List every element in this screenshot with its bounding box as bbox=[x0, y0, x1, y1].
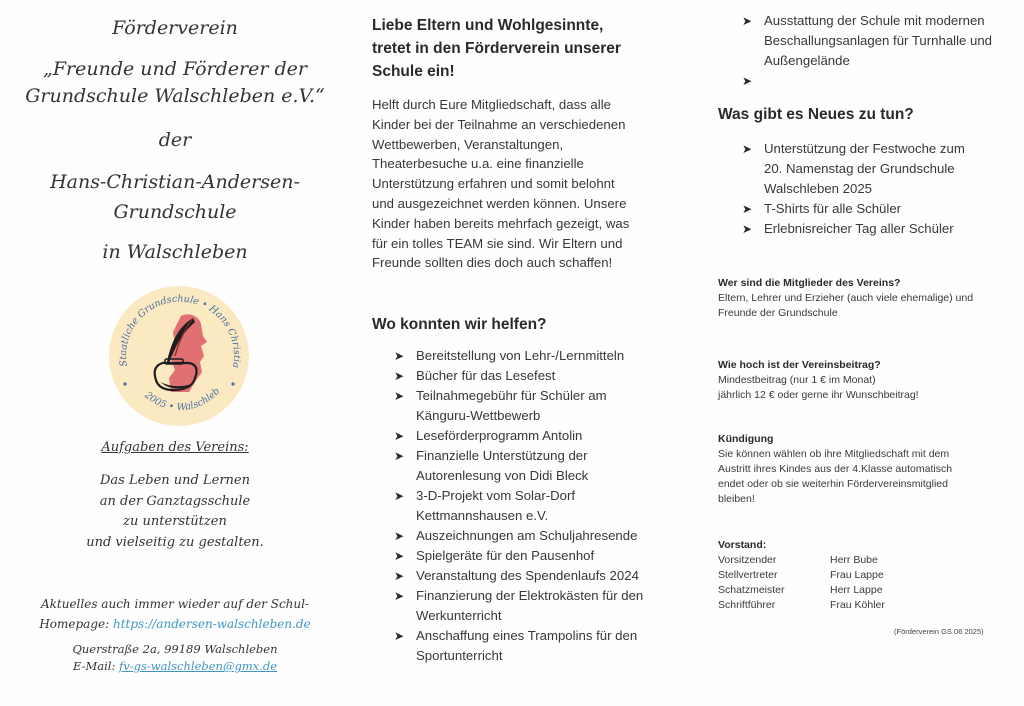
list-item-text: Veranstaltung des Spendenlaufs 2024 bbox=[416, 568, 639, 583]
list-item bbox=[742, 71, 1024, 91]
list-item bbox=[394, 426, 694, 446]
body-line: Wettbewerben, Veranstaltungen, bbox=[372, 136, 564, 152]
arrowhead-bullet-icon: ➤ bbox=[394, 549, 405, 563]
tasks-line: und vielseitig zu gestalten. bbox=[86, 534, 264, 550]
members-line: Freunde der Grundschule bbox=[718, 307, 838, 319]
list-item-text: Bücher für das Lesefest bbox=[416, 368, 556, 383]
tasks-heading: Aufgaben des Vereins: bbox=[101, 440, 249, 455]
cancellation-line: Austritt ihres Kindes aus der 4.Klasse automatisch bbox=[718, 463, 953, 475]
tasks-line: an der Ganztagsschule bbox=[99, 493, 251, 509]
list-item-text: Bereitstellung von Lehr-/Lernmitteln bbox=[416, 348, 625, 363]
body-line: Freunde sollten dies doch auch schaffen! bbox=[372, 255, 613, 271]
list-item-text: Beschallungsanlagen für Turnhalle und bbox=[764, 33, 993, 48]
list-item-text: Anschaffung eines Trampolins für den bbox=[416, 628, 638, 643]
list-item-text bbox=[764, 71, 1024, 91]
list-item bbox=[394, 486, 694, 526]
list-item-text: Autorenlesung von Didi Bleck bbox=[416, 468, 589, 483]
list-item bbox=[742, 219, 1024, 239]
logo-dot-left bbox=[123, 382, 126, 385]
quill-inkwell-icon bbox=[109, 286, 249, 426]
board-member-name: Herr Bube bbox=[830, 554, 878, 566]
board-heading: Vorstand: bbox=[718, 539, 767, 551]
email-label: E-Mail: bbox=[72, 659, 119, 673]
list-item-text: Sportunterricht bbox=[416, 648, 503, 663]
list-item-text: Werkunterricht bbox=[416, 608, 502, 623]
body-line: Theaterbesuche u.a. eine finanzielle bbox=[372, 156, 584, 172]
footer-note: (Förderverein GS 06 2025) bbox=[894, 627, 984, 636]
title-der: der bbox=[158, 129, 192, 151]
list-item-text: T-Shirts für alle Schüler bbox=[764, 201, 902, 216]
news-heading: Was gibt es Neues zu tun? bbox=[718, 106, 914, 123]
board-role: Schriftführer bbox=[718, 599, 776, 611]
arrowhead-bullet-icon: ➤ bbox=[394, 369, 405, 383]
heading-line: Schule ein! bbox=[372, 63, 455, 80]
middle-panel bbox=[372, 0, 692, 706]
list-item-text: Teilnahmegebühr für Schüler am bbox=[416, 388, 607, 403]
list-item-text: Walschleben 2025 bbox=[764, 181, 873, 196]
body-line: für ein tolles TEAM sie sind. Wir Eltern und bbox=[372, 235, 623, 251]
list-item bbox=[742, 139, 1024, 199]
title-location: in Walschleben bbox=[102, 241, 248, 263]
board-row bbox=[718, 598, 1024, 613]
board-row bbox=[718, 553, 1024, 568]
contact-info bbox=[0, 641, 350, 675]
cancellation-line: Sie können wählen ob ihre Mitgliedschaft mit dem bbox=[718, 448, 950, 460]
cancellation-line: endet oder ob sie weiterhin Fördervereinsmitglied bbox=[718, 478, 948, 490]
list-item-text: Erlebnisreicher Tag aller Schüler bbox=[764, 221, 954, 236]
logo-dot-right bbox=[231, 382, 234, 385]
list-item bbox=[394, 566, 694, 586]
body-line: Unterstützung erfahren und somit belohnt bbox=[372, 176, 615, 192]
list-item bbox=[742, 199, 1024, 219]
body-line: Kinder haben bereits mehrfach gezeigt, was bbox=[372, 215, 630, 231]
list-item-text: Ausstattung der Schule mit modernen bbox=[764, 13, 985, 28]
arrowhead-bullet-icon: ➤ bbox=[742, 14, 753, 28]
arrowhead-bullet-icon: ➤ bbox=[394, 529, 405, 543]
members-heading: Wer sind die Mitglieder des Vereins? bbox=[718, 277, 901, 289]
school-logo bbox=[109, 286, 249, 426]
list-item-text: 20. Namenstag der Grundschule bbox=[764, 161, 955, 176]
arrowhead-bullet-icon: ➤ bbox=[394, 589, 405, 603]
board-role: Vorsitzender bbox=[718, 554, 777, 566]
arrowhead-bullet-icon: ➤ bbox=[394, 349, 405, 363]
board-member-name: Herr Lappe bbox=[830, 584, 883, 596]
list-item bbox=[394, 586, 694, 626]
left-panel bbox=[0, 0, 350, 706]
homepage-label: Homepage: bbox=[39, 617, 113, 631]
body-line: Helft durch Eure Mitgliedschaft, dass alle bbox=[372, 97, 611, 112]
homepage-info bbox=[0, 594, 350, 634]
list-item-text: Kettmannshausen e.V. bbox=[416, 508, 549, 523]
arrowhead-bullet-icon: ➤ bbox=[394, 429, 405, 443]
members-info bbox=[718, 276, 1024, 321]
arrowhead-bullet-icon: ➤ bbox=[742, 202, 753, 216]
members-line: Eltern, Lehrer und Erzieher (auch viele ehemalige) und bbox=[718, 292, 974, 304]
list-item bbox=[394, 546, 694, 566]
fee-line: Mindestbeitrag (nur 1 € im Monat) bbox=[718, 374, 876, 386]
board-role: Schatzmeister bbox=[718, 584, 785, 596]
fee-heading: Wie hoch ist der Vereinsbeitrag? bbox=[718, 359, 881, 371]
arrowhead-bullet-icon: ➤ bbox=[742, 74, 753, 88]
right-panel bbox=[718, 0, 1024, 706]
list-item-text: Spielgeräte für den Pausenhof bbox=[416, 548, 595, 563]
fee-line: jährlich 12 € oder gerne ihr Wunschbeitrag! bbox=[718, 389, 919, 401]
list-item bbox=[394, 626, 694, 666]
board-member-name: Frau Lappe bbox=[830, 569, 884, 581]
list-item bbox=[742, 11, 1024, 71]
list-item-text: Finanzierung der Elektrokästen für den bbox=[416, 588, 644, 603]
heading-line: tretet in den Förderverein unserer bbox=[372, 40, 621, 57]
logo-ring-text-bottom: 2005 • Walschleb bbox=[142, 385, 223, 414]
list-item bbox=[394, 526, 694, 546]
title-school-line1: Hans-Christian-Andersen- bbox=[50, 171, 300, 193]
body-line: Kinder bei der Teilnahme an verschiedenen bbox=[372, 116, 626, 132]
arrowhead-bullet-icon: ➤ bbox=[394, 569, 405, 583]
list-item-text: Auszeichnungen am Schuljahresende bbox=[416, 528, 638, 543]
invitation-heading bbox=[372, 14, 692, 83]
email-link[interactable]: fv-gs-walschleben@gmx.de bbox=[118, 659, 278, 673]
title-club-name-line1: „Freunde und Förderer der bbox=[43, 58, 307, 80]
cancellation-heading: Kündigung bbox=[718, 433, 774, 445]
help-heading: Wo konnten wir helfen? bbox=[372, 316, 547, 333]
board-row bbox=[718, 583, 1024, 598]
homepage-link[interactable]: https://andersen-walschleben.de bbox=[112, 617, 311, 631]
arrowhead-bullet-icon: ➤ bbox=[394, 629, 405, 643]
board-row bbox=[718, 568, 1024, 583]
arrowhead-bullet-icon: ➤ bbox=[742, 142, 753, 156]
news-list bbox=[742, 139, 1024, 239]
help-list bbox=[394, 346, 694, 666]
list-item bbox=[394, 386, 694, 426]
cancellation-info bbox=[718, 432, 1024, 507]
tasks-line: zu unterstützen bbox=[123, 514, 227, 529]
list-item-text: Leseförderprogramm Antolin bbox=[416, 428, 583, 443]
board-role: Stellvertreter bbox=[718, 569, 778, 581]
list-item bbox=[394, 346, 694, 366]
arrowhead-bullet-icon: ➤ bbox=[742, 222, 753, 236]
list-item bbox=[394, 446, 694, 486]
arrowhead-bullet-icon: ➤ bbox=[394, 489, 405, 503]
fee-info bbox=[718, 358, 1024, 403]
list-item-text: Finanzielle Unterstützung der bbox=[416, 448, 588, 463]
email-line bbox=[0, 658, 350, 675]
title-foerderverein: Förderverein bbox=[112, 17, 238, 39]
invitation-body bbox=[372, 95, 682, 273]
list-item-text: Unterstützung der Festwoche zum bbox=[764, 141, 965, 156]
arrowhead-bullet-icon: ➤ bbox=[394, 389, 405, 403]
title-school-line2: Grundschule bbox=[113, 201, 237, 223]
list-item-text: Außengelände bbox=[764, 53, 850, 68]
board-member-name: Frau Köhler bbox=[830, 599, 885, 611]
list-item-text: Känguru-Wettbewerb bbox=[416, 408, 541, 423]
title-club-name-line2: Grundschule Walschleben e.V.“ bbox=[25, 85, 325, 107]
homepage-text-line2 bbox=[0, 614, 350, 634]
tasks-text bbox=[0, 471, 350, 553]
heading-line: Liebe Eltern und Wohlgesinnte, bbox=[372, 17, 604, 34]
tasks-line: Das Leben und Lernen bbox=[99, 473, 250, 488]
list-item bbox=[394, 366, 694, 386]
address-text: Querstraße 2a, 99189 Walschleben bbox=[72, 642, 278, 656]
list-item-text: 3-D-Projekt vom Solar-Dorf bbox=[416, 488, 576, 503]
body-line: und ausgezeichnet werden können. Unsere bbox=[372, 195, 627, 211]
logo-ring-text-top: Staatliche Grundschule • Hans Christia bbox=[117, 293, 243, 369]
cancellation-line: bleiben! bbox=[718, 493, 755, 505]
homepage-text-line1: Aktuelles auch immer wieder auf der Schul- bbox=[40, 597, 310, 611]
help-list-continued bbox=[742, 11, 1024, 91]
board-info bbox=[718, 538, 1024, 613]
arrowhead-bullet-icon: ➤ bbox=[394, 449, 405, 463]
